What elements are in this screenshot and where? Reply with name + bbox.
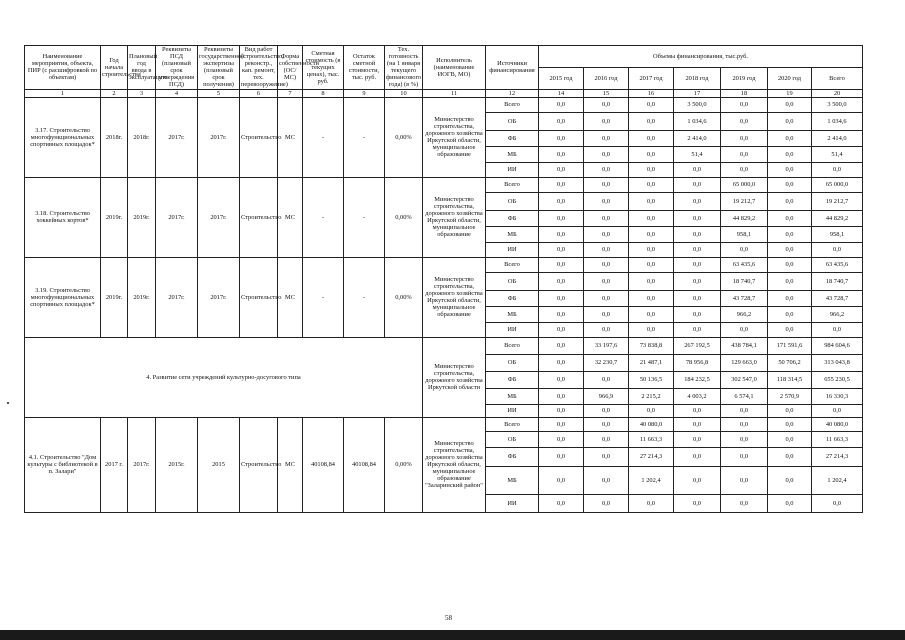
funding-value: 0,0 — [584, 242, 629, 257]
funding-value: 21 487,1 — [629, 354, 674, 371]
funding-value: 302 547,0 — [721, 371, 768, 388]
funding-source: ОБ — [486, 192, 539, 210]
funding-value: 0,0 — [629, 130, 674, 146]
column-number: 3 — [128, 89, 156, 97]
funding-value: 0,0 — [629, 306, 674, 322]
funding-value: 0,0 — [721, 112, 768, 130]
funding-value: 0,0 — [674, 404, 721, 417]
financing-table — [24, 45, 863, 513]
column-number: 8 — [303, 89, 344, 97]
funding-value: 0,0 — [768, 97, 812, 112]
psd-date: 2017г. — [156, 97, 198, 177]
remaining-cost: - — [344, 177, 385, 257]
funding-value: 40 080,0 — [629, 417, 674, 431]
funding-value: 0,0 — [768, 290, 812, 306]
funding-value: 78 956,8 — [674, 354, 721, 371]
column-number: 4 — [156, 89, 198, 97]
funding-source: МБ — [486, 466, 539, 494]
funding-value: 1 034,6 — [812, 112, 863, 130]
funding-value: 18 740,7 — [812, 272, 863, 290]
column-number: 7 — [278, 89, 303, 97]
column-number: 11 — [423, 89, 486, 97]
funding-source: ОБ — [486, 431, 539, 447]
funding-value: 0,0 — [539, 112, 584, 130]
funding-value: 0,0 — [539, 226, 584, 242]
funding-value: 0,0 — [629, 192, 674, 210]
funding-value: 0,0 — [629, 162, 674, 177]
funding-source: ОБ — [486, 272, 539, 290]
funding-value: 0,0 — [629, 97, 674, 112]
funding-value: 0,0 — [629, 404, 674, 417]
column-number: 12 — [486, 89, 539, 97]
header-year: 2015 год — [539, 67, 584, 89]
funding-source: Всего — [486, 337, 539, 354]
funding-source: МБ — [486, 226, 539, 242]
funding-value: 966,2 — [812, 306, 863, 322]
funding-value: 966,9 — [584, 388, 629, 404]
funding-value: 0,0 — [674, 177, 721, 192]
start-year: 2018г. — [101, 97, 128, 177]
funding-value: 0,0 — [768, 162, 812, 177]
executor: Министерство строительства, дорожного хозяйства Иркутской области, муниципальное образование — [423, 97, 486, 177]
funding-value: 0,0 — [768, 242, 812, 257]
header-work-type: Вид работ (строительство, реконстр., кап. ремонт, тех. перевооружение) — [241, 46, 288, 89]
funding-value: 0,0 — [584, 431, 629, 447]
funding-value: 4 003,2 — [674, 388, 721, 404]
scan-edge-bar — [0, 630, 905, 640]
funding-value: 0,0 — [721, 431, 768, 447]
funding-value: 0,0 — [768, 447, 812, 466]
funding-value: 50 706,2 — [768, 354, 812, 371]
funding-value: 0,0 — [539, 97, 584, 112]
funding-value: 0,0 — [539, 162, 584, 177]
funding-value: 171 591,6 — [768, 337, 812, 354]
funding-value: 0,0 — [721, 97, 768, 112]
work-type: Строительство — [240, 177, 278, 257]
funding-value: 958,1 — [721, 226, 768, 242]
funding-value: 0,0 — [674, 257, 721, 272]
funding-value: 51,4 — [674, 146, 721, 162]
funding-value: 1 202,4 — [812, 466, 863, 494]
work-type: Строительство — [240, 97, 278, 177]
funding-value: 0,0 — [721, 447, 768, 466]
header-readiness: Тех. готовность (на 1 января текущего финансового года) (в %) — [386, 46, 422, 89]
funding-source: ИИ — [486, 162, 539, 177]
header-remainder: Остаток сметной стоимости, тыс. руб. — [344, 46, 385, 90]
funding-value: 44 829,2 — [812, 210, 863, 226]
funding-value: 43 728,7 — [721, 290, 768, 306]
funding-source: ОБ — [486, 354, 539, 371]
remaining-cost: - — [344, 97, 385, 177]
column-number: 14 — [539, 89, 584, 97]
funding-value: 0,0 — [721, 242, 768, 257]
funding-value: 0,0 — [584, 112, 629, 130]
funding-value: 0,0 — [584, 290, 629, 306]
table-row — [25, 417, 863, 431]
funding-source: ИИ — [486, 494, 539, 512]
estimate-cost: - — [303, 257, 344, 337]
funding-value: 0,0 — [674, 306, 721, 322]
funding-value: 0,0 — [539, 388, 584, 404]
funding-value: 0,0 — [584, 466, 629, 494]
expertise-date: 2015 — [198, 417, 240, 512]
funding-value: 63 435,6 — [721, 257, 768, 272]
column-number: 2 — [101, 89, 128, 97]
funding-value: 0,0 — [768, 306, 812, 322]
funding-value: 0,0 — [584, 226, 629, 242]
planned-year: 2019г. — [128, 257, 156, 337]
header-volumes: Объемы финансирования, тыс.руб. — [539, 46, 863, 68]
estimate-cost: 40108,84 — [303, 417, 344, 512]
work-type: Строительство — [240, 257, 278, 337]
object-name: 3.17. Строительство многофункциональных спортивных площадок* — [25, 97, 101, 177]
header-start-year: Год начала строительства — [101, 46, 128, 90]
funding-value: 0,0 — [584, 146, 629, 162]
financing-table-sheet — [24, 45, 862, 513]
funding-value: 0,0 — [812, 494, 863, 512]
header-year: 2016 год — [584, 67, 629, 89]
funding-source: МБ — [486, 146, 539, 162]
funding-value: 0,0 — [584, 97, 629, 112]
column-number: 10 — [385, 89, 423, 97]
psd-date: 2017г. — [156, 177, 198, 257]
funding-value: 0,0 — [721, 417, 768, 431]
work-type: Строительство — [240, 417, 278, 512]
funding-value: 0,0 — [539, 242, 584, 257]
funding-value: 44 829,2 — [721, 210, 768, 226]
funding-value: 0,0 — [539, 257, 584, 272]
funding-value: 0,0 — [721, 322, 768, 337]
funding-source: МБ — [486, 388, 539, 404]
funding-value: 118 314,5 — [768, 371, 812, 388]
readiness: 0,00% — [385, 177, 423, 257]
funding-value: 0,0 — [674, 162, 721, 177]
funding-value: 0,0 — [539, 447, 584, 466]
funding-value: 33 197,6 — [584, 337, 629, 354]
column-number: 6 — [240, 89, 278, 97]
funding-value: 0,0 — [539, 466, 584, 494]
funding-value: 0,0 — [768, 494, 812, 512]
funding-value: 0,0 — [629, 322, 674, 337]
funding-value: 27 214,3 — [629, 447, 674, 466]
funding-value: 0,0 — [584, 130, 629, 146]
funding-value: 0,0 — [584, 162, 629, 177]
funding-value: 11 663,3 — [812, 431, 863, 447]
table-row — [25, 257, 863, 272]
funding-value: 1 202,4 — [629, 466, 674, 494]
funding-value: 0,0 — [674, 417, 721, 431]
funding-value: 0,0 — [812, 404, 863, 417]
table-row — [25, 177, 863, 192]
funding-value: 43 728,7 — [812, 290, 863, 306]
funding-value: 32 230,7 — [584, 354, 629, 371]
funding-value: 0,0 — [674, 290, 721, 306]
header-ownership: Форма собственности (ОС/МС) — [278, 46, 303, 90]
ownership: МС — [278, 257, 303, 337]
readiness: 0,00% — [385, 97, 423, 177]
funding-value: 0,0 — [768, 192, 812, 210]
column-number: 9 — [344, 89, 385, 97]
column-number: 16 — [629, 89, 674, 97]
start-year: 2019г. — [101, 257, 128, 337]
header-executor: Исполнитель (наименование ИОГВ, МО) — [423, 46, 486, 90]
estimate-cost: - — [303, 177, 344, 257]
header-psd: Реквизиты ПСД (плановый срок утверждения ПСД) — [156, 46, 198, 90]
funding-value: 0,0 — [768, 210, 812, 226]
psd-date: 2017г. — [156, 257, 198, 337]
expertise-date: 2017г. — [198, 177, 240, 257]
funding-value: 63 435,6 — [812, 257, 863, 272]
funding-value: 1 034,6 — [674, 112, 721, 130]
funding-value: 65 000,0 — [812, 177, 863, 192]
funding-value: 0,0 — [539, 210, 584, 226]
funding-value: 0,0 — [539, 130, 584, 146]
funding-value: 11 663,3 — [629, 431, 674, 447]
funding-value: 2 570,9 — [768, 388, 812, 404]
funding-source: Всего — [486, 417, 539, 431]
column-number: 5 — [198, 89, 240, 97]
funding-value: 0,0 — [584, 177, 629, 192]
funding-value: 0,0 — [674, 192, 721, 210]
header-name: Наименование мероприятия, объекта, ПИР (с расшифровкой по объектам) — [25, 46, 101, 90]
funding-source: Всего — [486, 257, 539, 272]
funding-value: 0,0 — [721, 466, 768, 494]
funding-value: 0,0 — [629, 257, 674, 272]
funding-value: 0,0 — [812, 322, 863, 337]
readiness: 0,00% — [385, 257, 423, 337]
funding-value: 65 000,0 — [721, 177, 768, 192]
funding-value: 0,0 — [629, 272, 674, 290]
column-number: 18 — [721, 89, 768, 97]
header-estimate: Сметная стоимость (в текущих ценах), тыс. руб. — [303, 46, 344, 90]
header-year: 2020 год — [768, 67, 812, 89]
remaining-cost: - — [344, 257, 385, 337]
funding-value: 0,0 — [674, 210, 721, 226]
header-expertise: Реквизиты государственной экспертизы (плановый срок получения) — [199, 46, 245, 89]
funding-value: 129 663,0 — [721, 354, 768, 371]
funding-value: 0,0 — [539, 404, 584, 417]
funding-value: 0,0 — [584, 192, 629, 210]
funding-value: 0,0 — [584, 494, 629, 512]
funding-value: 2 215,2 — [629, 388, 674, 404]
funding-value: 0,0 — [539, 322, 584, 337]
funding-value: 3 500,0 — [674, 97, 721, 112]
funding-source: ИИ — [486, 242, 539, 257]
funding-value: 0,0 — [584, 210, 629, 226]
funding-value: 0,0 — [584, 371, 629, 388]
funding-value: 0,0 — [539, 354, 584, 371]
funding-value: 0,0 — [584, 306, 629, 322]
funding-source: Всего — [486, 97, 539, 112]
funding-value: 0,0 — [721, 494, 768, 512]
funding-source: ФБ — [486, 290, 539, 306]
funding-value: 984 604,6 — [812, 337, 863, 354]
funding-value: 0,0 — [539, 306, 584, 322]
funding-value: 19 212,7 — [721, 192, 768, 210]
funding-value: 0,0 — [768, 130, 812, 146]
page-number: 58 — [445, 614, 452, 622]
funding-value: 0,0 — [768, 226, 812, 242]
funding-value: 0,0 — [539, 371, 584, 388]
funding-value: 0,0 — [768, 177, 812, 192]
funding-value: 0,0 — [721, 404, 768, 417]
funding-source: Всего — [486, 177, 539, 192]
funding-value: 0,0 — [768, 146, 812, 162]
funding-source: ФБ — [486, 210, 539, 226]
funding-value: 0,0 — [629, 242, 674, 257]
funding-value: 73 838,8 — [629, 337, 674, 354]
funding-value: 0,0 — [584, 257, 629, 272]
funding-value: 0,0 — [539, 177, 584, 192]
funding-value: 0,0 — [539, 272, 584, 290]
executor: Министерство строительства, дорожного хозяйства Иркутской области, муниципальное образование — [423, 177, 486, 257]
expertise-date: 2017г. — [198, 97, 240, 177]
funding-value: 0,0 — [539, 290, 584, 306]
header-sources: Источники финансирования — [486, 46, 539, 90]
planned-year: 2018г. — [128, 97, 156, 177]
funding-value: 0,0 — [768, 112, 812, 130]
funding-value: 0,0 — [629, 494, 674, 512]
funding-value: 0,0 — [674, 226, 721, 242]
remaining-cost: 40108,84 — [344, 417, 385, 512]
funding-value: 0,0 — [812, 242, 863, 257]
funding-value: 0,0 — [539, 146, 584, 162]
funding-value: 40 080,0 — [812, 417, 863, 431]
funding-value: 0,0 — [539, 494, 584, 512]
funding-value: 267 192,5 — [674, 337, 721, 354]
funding-value: 313 043,8 — [812, 354, 863, 371]
funding-value: 0,0 — [674, 447, 721, 466]
funding-value: 0,0 — [768, 257, 812, 272]
funding-value: 0,0 — [629, 112, 674, 130]
funding-value: 0,0 — [584, 417, 629, 431]
group-name: 4. Развитие сети учреждений культурно-досугового типа — [25, 337, 423, 417]
executor: Министерство строительства, дорожного хозяйства Иркутской области, муниципальное образование — [423, 257, 486, 337]
funding-value: 0,0 — [584, 447, 629, 466]
funding-value: 0,0 — [768, 404, 812, 417]
ownership: МС — [278, 417, 303, 512]
header-year: 2017 год — [629, 67, 674, 89]
funding-value: 16 330,3 — [812, 388, 863, 404]
funding-value: 966,2 — [721, 306, 768, 322]
funding-source: ОБ — [486, 112, 539, 130]
funding-value: 0,0 — [812, 162, 863, 177]
funding-value: 0,0 — [674, 272, 721, 290]
funding-value: 2 414,0 — [674, 130, 721, 146]
funding-value: 0,0 — [539, 431, 584, 447]
funding-value: 184 232,5 — [674, 371, 721, 388]
psd-date: 2015г. — [156, 417, 198, 512]
funding-value: 18 740,7 — [721, 272, 768, 290]
funding-value: 0,0 — [629, 210, 674, 226]
funding-source: ФБ — [486, 130, 539, 146]
executor: Министерство строительства, дорожного хозяйства Иркутской области, муниципальное образование "Заларинский район" — [423, 417, 486, 512]
funding-source: ФБ — [486, 447, 539, 466]
header-year: 2019 год — [721, 67, 768, 89]
funding-value: 0,0 — [768, 272, 812, 290]
funding-value: 0,0 — [768, 431, 812, 447]
funding-value: 0,0 — [721, 130, 768, 146]
funding-value: 0,0 — [584, 272, 629, 290]
readiness: 0,00% — [385, 417, 423, 512]
funding-value: 0,0 — [629, 290, 674, 306]
funding-value: 0,0 — [674, 494, 721, 512]
start-year: 2017 г. — [101, 417, 128, 512]
ownership: МС — [278, 97, 303, 177]
estimate-cost: - — [303, 97, 344, 177]
table-row — [25, 337, 863, 354]
funding-value: 0,0 — [584, 404, 629, 417]
funding-source: МБ — [486, 306, 539, 322]
funding-source: ИИ — [486, 404, 539, 417]
funding-value: 438 784,1 — [721, 337, 768, 354]
column-number: 19 — [768, 89, 812, 97]
funding-value: 3 500,0 — [812, 97, 863, 112]
planned-year: 2017г. — [128, 417, 156, 512]
funding-value: 0,0 — [721, 162, 768, 177]
funding-value: 6 574,1 — [721, 388, 768, 404]
expertise-date: 2017г. — [198, 257, 240, 337]
object-name: 4.1. Строительство "Дом культуры с библиотекой в п. Залари" — [25, 417, 101, 512]
funding-value: 0,0 — [674, 466, 721, 494]
funding-value: 27 214,3 — [812, 447, 863, 466]
funding-value: 0,0 — [629, 177, 674, 192]
funding-value: 655 230,5 — [812, 371, 863, 388]
header-planned-year: Плановый год ввода в эксплуатацию — [128, 46, 156, 90]
header-year: 2018 год — [674, 67, 721, 89]
funding-value: 0,0 — [768, 466, 812, 494]
funding-value: 19 212,7 — [812, 192, 863, 210]
funding-value: 0,0 — [768, 322, 812, 337]
column-number: 20 — [812, 89, 863, 97]
start-year: 2019г. — [101, 177, 128, 257]
group-executor: Министерство строительства, дорожного хозяйства Иркутской области — [423, 337, 486, 417]
funding-source: ФБ — [486, 371, 539, 388]
funding-value: 0,0 — [629, 146, 674, 162]
funding-value: 0,0 — [674, 322, 721, 337]
table-row — [25, 97, 863, 112]
funding-value: 0,0 — [539, 417, 584, 431]
funding-value: 0,0 — [629, 226, 674, 242]
funding-value: 0,0 — [674, 431, 721, 447]
header-year: Всего — [812, 67, 863, 89]
funding-source: ИИ — [486, 322, 539, 337]
funding-value: 50 136,5 — [629, 371, 674, 388]
object-name: 3.18. Строительство хоккейных кортов* — [25, 177, 101, 257]
funding-value: 958,1 — [812, 226, 863, 242]
funding-value: 2 414,0 — [812, 130, 863, 146]
funding-value: 0,0 — [539, 192, 584, 210]
funding-value: 0,0 — [584, 322, 629, 337]
funding-value: 0,0 — [539, 337, 584, 354]
object-name: 3.19. Строительство многофункциональных спортивных площадок* — [25, 257, 101, 337]
funding-value: 0,0 — [721, 146, 768, 162]
funding-value: 0,0 — [674, 242, 721, 257]
column-number: 15 — [584, 89, 629, 97]
column-number: 1 — [25, 89, 101, 97]
funding-value: 0,0 — [768, 417, 812, 431]
column-number: 17 — [674, 89, 721, 97]
ownership: МС — [278, 177, 303, 257]
scan-speck — [7, 402, 9, 404]
planned-year: 2019г. — [128, 177, 156, 257]
funding-value: 51,4 — [812, 146, 863, 162]
